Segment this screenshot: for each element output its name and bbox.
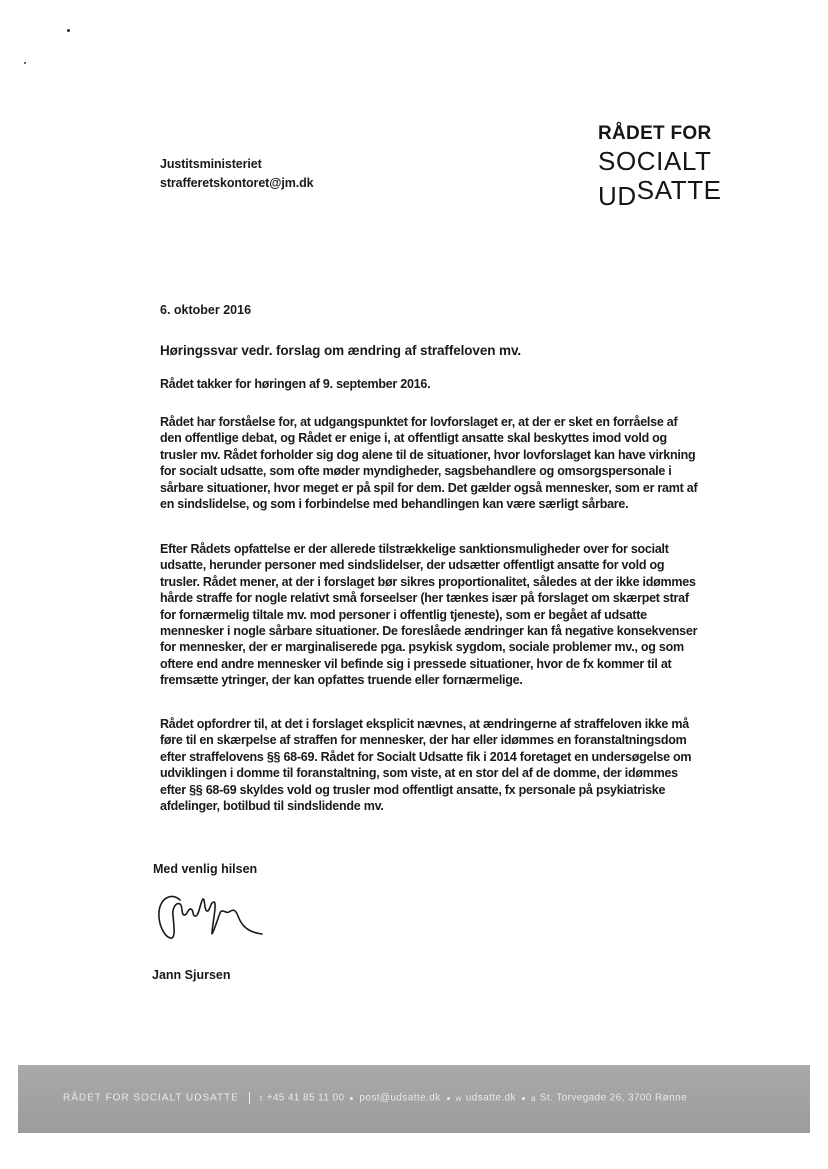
signer-name: Jann Sjursen	[152, 968, 231, 982]
recipient-email: strafferetskontoret@jm.dk	[160, 176, 314, 190]
footer-phone: +45 41 85 11 00	[266, 1092, 345, 1104]
paragraph-line: føre til en skærpelse af straffen for mennesker, der har eller idømmes en foranstaltningsdom	[160, 733, 687, 748]
paragraph-line: efter straffelovens §§ 68-69. Rådet for Socialt Udsatte fik i 2014 foretaget en undersøgelse om	[160, 749, 692, 764]
paragraph-line: Rådet takker for høringen af 9. september 2016.	[160, 377, 431, 391]
paragraph-line: Rådet har forståelse for, at udgangspunktet for lovforslaget er, at der er sket en forråelse af	[160, 415, 678, 429]
footer-web: udsatte.dk	[465, 1092, 516, 1104]
paragraph-line: den offentlige debat, og Rådet er enige i, at offentligt ansatte skal beskyttes imod vold og	[160, 431, 667, 446]
recipient-name: Justitsministeriet	[160, 157, 262, 171]
logo-satte: SATTE	[636, 175, 722, 205]
paragraph-3	[160, 541, 720, 689]
paragraph-line: Rådet opfordrer til, at det i forslaget eksplicit nævnes, at ændringerne af straffeloven ikke må	[160, 717, 689, 731]
paragraph-1	[160, 376, 720, 392]
paragraph-line: for socialt udsatte, som ofte møder myndigheder, sagsbehandlere og omsorgspersonale i	[160, 464, 672, 479]
paragraph-line: oftere end andre mennesker vil befinde sig i pressede situationer, hvor de fx kommer til at	[160, 656, 672, 671]
paragraph-line: for mennesker, der er marginaliserede pga. psykisk sygdom, sociale problemer mv., og som	[160, 640, 684, 655]
paragraph-line: udviklingen i domme til foranstaltning, som viste, at en stor del af de domme, der idømmes	[160, 766, 678, 781]
paragraph-line: trusler. Rådet mener, at der i forslaget bør sikres proportionalitet, således at der ikke idømmes	[160, 574, 696, 589]
closing-salutation: Med venlig hilsen	[153, 862, 258, 876]
paragraph-line: afdelinger, botilbud til sindslidende mv.	[160, 799, 384, 814]
footer-address-prefix: a	[530, 1093, 536, 1103]
organization-logo	[598, 122, 722, 211]
letter-subject: Høringssvar vedr. forslag om ændring af straffeloven mv.	[160, 343, 521, 358]
logo-line-3	[598, 175, 722, 211]
paragraph-line: trusler mv. Rådet forholder sig dog alene til de situationer, hvor lovforslaget kan have virkning	[160, 447, 696, 462]
handwritten-signature	[150, 888, 270, 946]
paragraph-line: udsatte, herunder personer med sindslidelser, der udsætter offentligt ansatte for vold og	[160, 558, 665, 573]
paragraph-line: en sindslidelse, og som i forbindelse med behandlingen kan være særligt sårbare.	[160, 497, 629, 512]
footer-email: post@udsatte.dk	[359, 1092, 441, 1104]
paragraph-line: efter §§ 68-69 skyldes vold og trusler mod offentligt ansatte, fx personale på psykiatriske	[160, 782, 666, 797]
scan-speck-1	[67, 29, 70, 32]
footer-address: St. Torvegade 26, 3700 Rønne	[539, 1092, 688, 1104]
paragraph-2	[160, 414, 720, 512]
paragraph-4	[160, 716, 720, 814]
letterhead-footer	[18, 1065, 810, 1133]
paragraph-line: for fornærmelig tiltale mv. mod personer i offentlig tjeneste), som er begået af udsatte	[160, 607, 647, 622]
logo-line-1: RÅDET FOR	[598, 123, 712, 144]
footer-bullet	[522, 1097, 525, 1100]
logo-line-2: SOCIALT	[598, 146, 712, 176]
footer-org-name: RÅDET FOR SOCIALT UDSATTE	[63, 1092, 239, 1104]
footer-web-prefix: w	[455, 1093, 462, 1103]
scan-speck-2	[24, 62, 26, 64]
paragraph-line: fremsætte ytringer, der kan opfattes truende eller fornærmelige.	[160, 673, 523, 688]
paragraph-line: mennesker i nogle sårbare situationer. De foreslåede ændringer kan få negative konsekvenser	[160, 624, 698, 639]
paragraph-line: sårbare situationer, hvor meget er på spil for dem. Det gælder også mennesker, som er ramt af	[160, 480, 698, 495]
footer-phone-prefix: t	[259, 1093, 263, 1103]
paragraph-line: Efter Rådets opfattelse er der allerede tilstrækkelige sanktionsmuligheder over for socialt	[160, 542, 669, 556]
paragraph-line: hårde straffe for nogle relativt små forseelser (her tænkes især på forslaget om skærpet straf	[160, 591, 689, 606]
letter-date: 6. oktober 2016	[160, 303, 252, 317]
footer-bullet	[350, 1097, 353, 1100]
footer-bullet	[447, 1097, 450, 1100]
logo-ud: UD	[598, 181, 637, 211]
footer-contact-line	[63, 1092, 687, 1104]
footer-divider	[249, 1092, 250, 1104]
recipient-block	[160, 155, 313, 193]
